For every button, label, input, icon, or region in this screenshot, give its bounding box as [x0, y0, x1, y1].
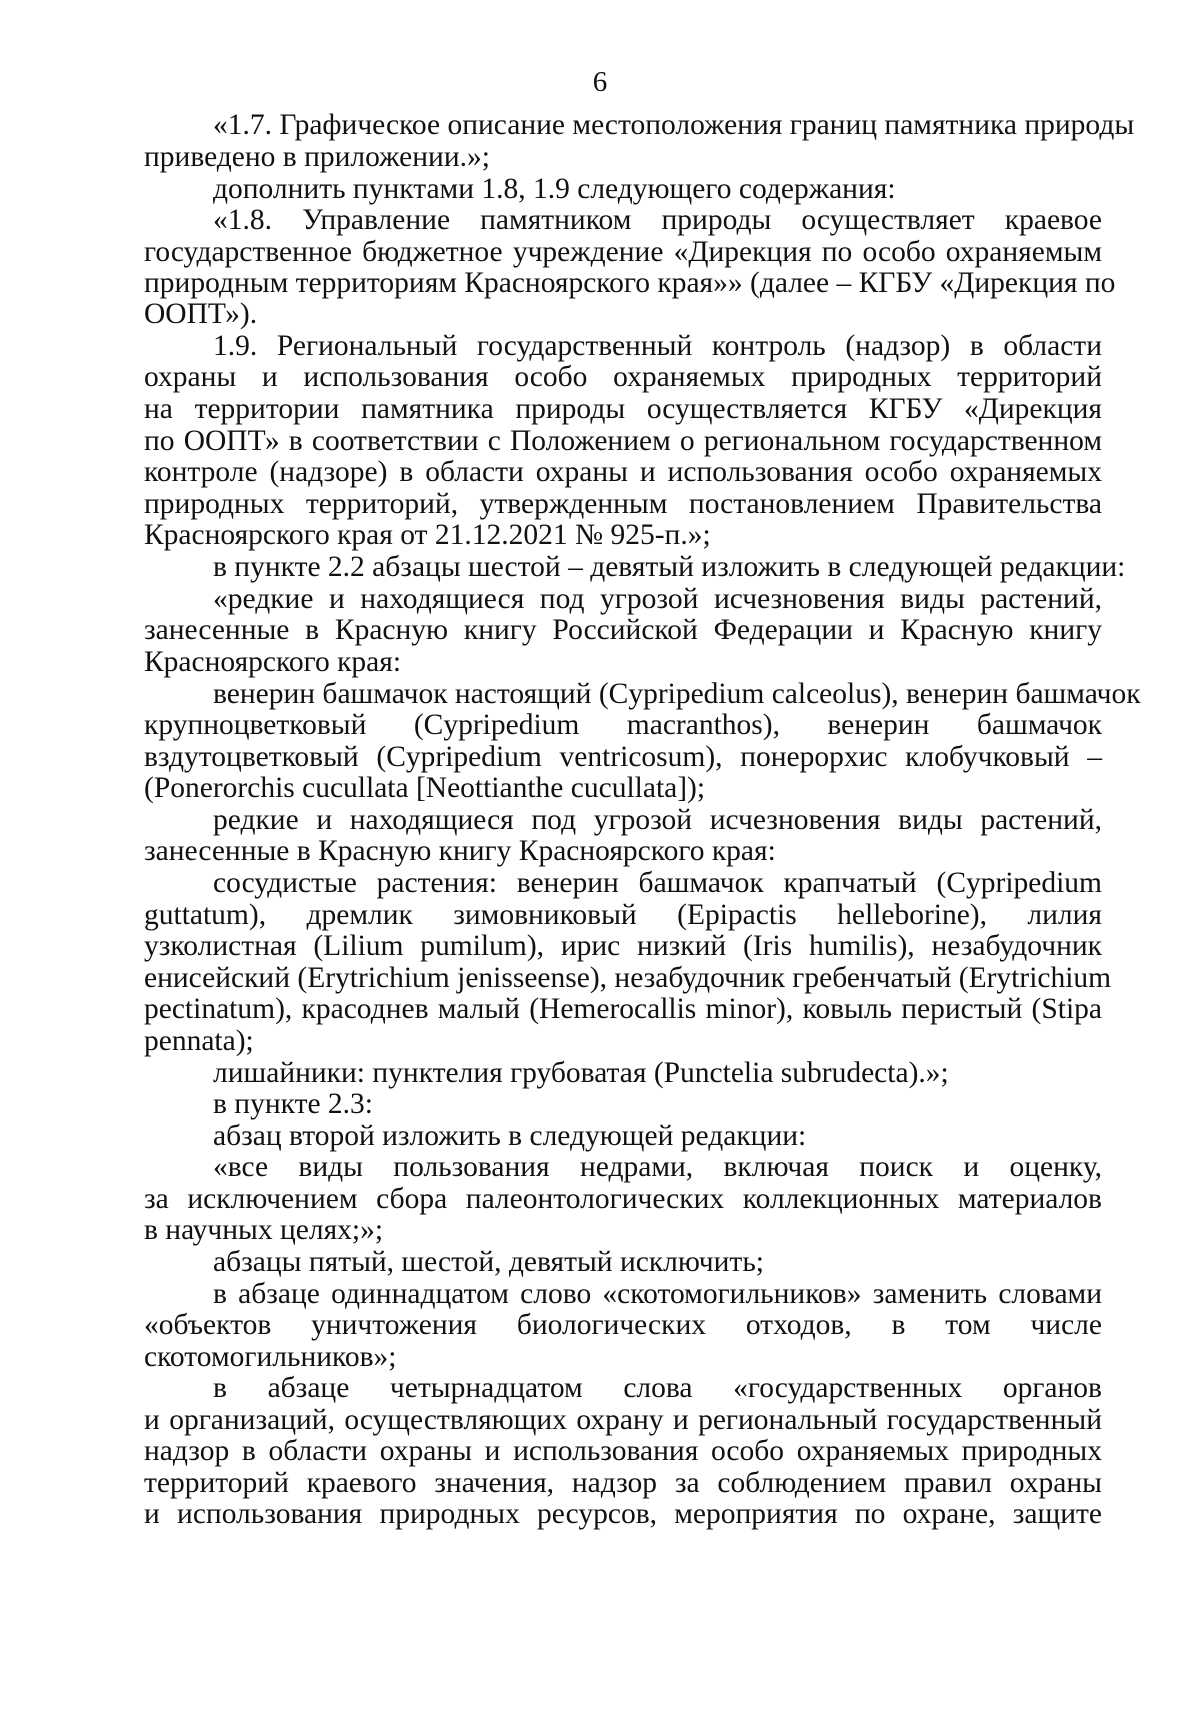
text-line: за исключением сбора палеонтологических коллекционных материалов [144, 1183, 1102, 1215]
text-line: лишайники: пунктелия грубоватая (Punctelia subrudecta).»; [213, 1057, 949, 1089]
text-line: в пункте 2.2 абзацы шестой – девятый изложить в следующей редакции: [213, 551, 1126, 583]
text-line: абзац второй изложить в следующей редакции: [213, 1120, 807, 1152]
text-line: и использования природных ресурсов, мероприятия по охране, защите [144, 1498, 1102, 1530]
text-line: крупноцветковый (Cypripedium macranthos), венерин башмачок [144, 709, 1102, 741]
text-line: и организаций, осуществляющих охрану и региональный государственный [144, 1404, 1102, 1436]
text-line: pennata); [144, 1025, 254, 1057]
text-line: ООПТ»). [144, 298, 258, 330]
text-line: pectinatum), красоднев малый (Hemerocallis minor), ковыль перистый (Stipa [144, 993, 1102, 1025]
text-line: «редкие и находящиеся под угрозой исчезновения виды растений, [213, 583, 1102, 615]
text-line: «1.8. Управление памятником природы осуществляет краевое [213, 204, 1102, 236]
text-line: guttatum), дремлик зимовниковый (Epipactis helleborine), лилия [144, 899, 1102, 931]
text-line: Красноярского края: [144, 646, 402, 678]
text-line: занесенные в Красную книгу Российской Федерации и Красную книгу [144, 614, 1102, 646]
text-line: охраны и использования особо охраняемых природных территорий [144, 361, 1102, 393]
text-line: скотомогильников»; [144, 1341, 397, 1373]
text-line: государственное бюджетное учреждение «Дирекция по особо охраняемым [144, 236, 1102, 268]
text-line: «1.7. Графическое описание местоположения границ памятника природы [213, 109, 1135, 141]
text-line: Красноярского края от 21.12.2021 № 925-п.»; [144, 519, 711, 551]
text-line: на территории памятника природы осуществляется КГБУ «Дирекция [144, 393, 1102, 425]
text-line: в пункте 2.3: [213, 1088, 374, 1120]
text-line: контроле (надзоре) в области охраны и использования особо охраняемых [144, 456, 1102, 488]
text-line: венерин башмачок настоящий (Cypripedium calceolus), венерин башмачок [213, 678, 1141, 710]
text-line: природным территориям Красноярского края»» (далее – КГБУ «Дирекция по [144, 267, 1116, 299]
page-number: 6 [592, 66, 608, 98]
text-line: занесенные в Красную книгу Красноярского края: [144, 835, 776, 867]
text-line: в абзаце четырнадцатом слова «государственных органов [213, 1372, 1102, 1404]
text-line: редкие и находящиеся под угрозой исчезновения виды растений, [213, 804, 1102, 836]
text-line: территорий краевого значения, надзор за соблюдением правил охраны [144, 1467, 1102, 1499]
text-line: енисейский (Erytrichium jenisseense), незабудочник гребенчатый (Erytrichium [144, 962, 1112, 994]
text-line: в научных целях;»; [144, 1214, 384, 1246]
text-line: (Ponerorchis cucullata [Neottianthe cucullata]); [144, 772, 706, 804]
text-line: сосудистые растения: венерин башмачок крапчатый (Cypripedium [213, 867, 1102, 899]
text-line: по ООПТ» в соответствии с Положением о региональном государственном [144, 425, 1102, 457]
text-line: в абзаце одиннадцатом слово «скотомогильников» заменить словами [213, 1278, 1102, 1310]
text-line: вздутоцветковый (Cypripedium ventricosum), понерорхис клобучковый – [144, 741, 1102, 773]
text-line: природных территорий, утвержденным постановлением Правительства [144, 488, 1102, 520]
text-line: «все виды пользования недрами, включая поиск и оценку, [213, 1151, 1102, 1183]
text-line: узколистная (Lilium pumilum), ирис низкий (Iris humilis), незабудочник [144, 930, 1102, 962]
text-line: «объектов уничтожения биологических отходов, в том числе [144, 1309, 1102, 1341]
text-line: приведено в приложении.»; [144, 141, 490, 173]
text-line: надзор в области охраны и использования особо охраняемых природных [144, 1435, 1102, 1467]
text-line: 1.9. Региональный государственный контроль (надзор) в области [213, 330, 1102, 362]
text-line: абзацы пятый, шестой, девятый исключить; [213, 1246, 764, 1278]
text-line: дополнить пунктами 1.8, 1.9 следующего содержания: [213, 173, 896, 205]
